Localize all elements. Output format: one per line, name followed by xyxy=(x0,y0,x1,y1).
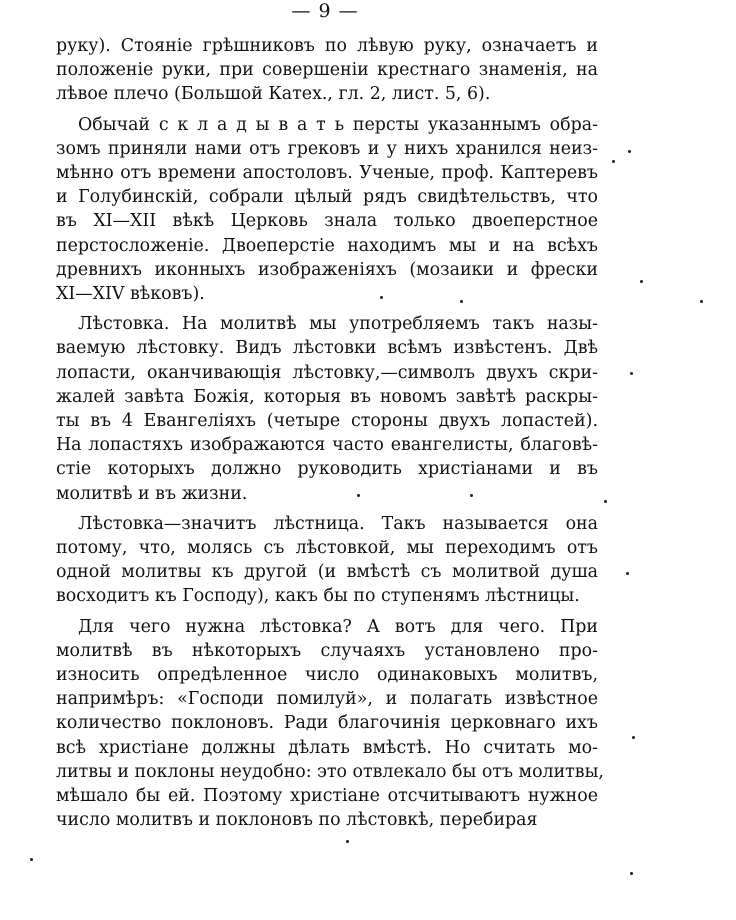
scan-speck xyxy=(700,300,703,303)
scan-speck xyxy=(612,160,615,163)
text-line: Лѣстовка. На молитвѣ мы употребляемъ такъ назы- xyxy=(78,314,598,335)
text-line: мѣшало бы ей. Поэтому христiане отсчитываютъ нужное xyxy=(56,786,598,807)
text-line: число молитвъ и поклоновъ по лѣстовкѣ, перебирая xyxy=(56,810,538,831)
text-line: восходитъ къ Господу), какъ бы по ступенямъ лѣстницы. xyxy=(56,586,580,607)
text-line: молитвѣ и въ жизни. xyxy=(56,483,248,504)
text-line: ты въ 4 Евангелiяхъ (четыре стороны двухъ лопастей). xyxy=(56,411,598,432)
text-line: положенiе руки, при совершенiи крестнаго знаменiя, на xyxy=(56,60,598,81)
scan-speck xyxy=(460,300,463,303)
text-line: На лопастяхъ изображаются часто евангелисты, благовѣ- xyxy=(56,435,598,456)
text-line: мѣнно отъ времени апостоловъ. Ученые, проф. Каптеревъ xyxy=(56,163,598,184)
scan-speck xyxy=(630,372,633,375)
text-line: всѣ христiане должны дѣлать вмѣстѣ. Но считать мо- xyxy=(56,737,598,758)
text-line: стiе которыхъ должно руководить христiанами и въ xyxy=(56,459,598,480)
paragraph-2 xyxy=(56,113,598,307)
scan-speck xyxy=(604,500,607,503)
paragraph-3 xyxy=(56,312,598,506)
text-line: напримѣръ: «Господи помилуй», и полагать извѣстное xyxy=(56,689,598,710)
text-line: лопасти, оканчивающiя лѣстовку,—символъ двухъ скри- xyxy=(56,362,598,383)
text-line: количество поклоновъ. Ради благочинiя церковнаго ихъ xyxy=(56,713,598,734)
scan-speck xyxy=(628,150,631,153)
text-line: ваемую лѣстовку. Видъ лѣстовки всѣмъ извѣстенъ. Двѣ xyxy=(56,338,598,359)
text-line: лѣвое плечо (Большой Катех., гл. 2, лист. 5, 6). xyxy=(56,84,491,105)
text-line: износить опредѣленное число одинаковыхъ молитвъ, xyxy=(56,665,598,686)
scan-speck xyxy=(626,572,629,575)
text-line: перстосложенiе. Двоеперстiе находимъ мы и на всѣхъ xyxy=(56,235,598,256)
text-line: одной молитвы къ другой (и вмѣстѣ съ молитвой душа xyxy=(56,562,598,583)
text-line: молитвѣ въ нѣкоторыхъ случаяхъ установлено про- xyxy=(56,640,598,661)
text-line: потому, что, молясь съ лѣстовкой, мы переходимъ отъ xyxy=(56,538,598,559)
page-number: — 9 — xyxy=(291,0,359,22)
text-line: жалей завѣта Божiя, которыя въ новомъ завѣтѣ раскры- xyxy=(56,386,598,407)
text-line: Для чего нужна лѣстовка? А вотъ для чего. При xyxy=(78,616,598,637)
scan-speck xyxy=(640,280,643,283)
scan-speck xyxy=(470,494,473,497)
text-line: зомъ приняли нами отъ грековъ и у нихъ хранился неиз- xyxy=(56,138,598,159)
text-line: XI—XIV вѣковъ). xyxy=(56,284,205,305)
text-line: Обычай с к л а д ы в а т ь персты указаннымъ обра- xyxy=(78,114,598,135)
text-line: древнихъ иконныхъ изображенiяхъ (мозаики и фрески xyxy=(56,259,598,280)
text-line: литвы и поклоны неудобно: это отвлекало бы отъ молитвы, xyxy=(56,761,604,782)
text-line: въ XI—XII вѣкѣ Церковь знала только двоеперстное xyxy=(56,211,598,232)
scan-speck xyxy=(380,296,383,299)
scan-speck xyxy=(630,872,633,875)
paragraph-4 xyxy=(56,512,598,609)
scan-speck xyxy=(30,858,33,861)
scan-speck xyxy=(632,736,635,739)
paragraph-5 xyxy=(56,615,604,833)
body-text xyxy=(56,34,604,833)
scan-speck xyxy=(346,840,349,843)
text-line: руку). Стоянiе грѣшниковъ по лѣвую руку, означаетъ и xyxy=(56,36,598,56)
scan-speck xyxy=(357,494,360,497)
text-line: и Голубинскiй, собрали цѣлый рядъ свидѣтельствъ, что xyxy=(56,187,598,208)
text-line: Лѣстовка—значитъ лѣстница. Такъ называется она xyxy=(78,513,598,534)
paragraph-1 xyxy=(56,34,598,107)
